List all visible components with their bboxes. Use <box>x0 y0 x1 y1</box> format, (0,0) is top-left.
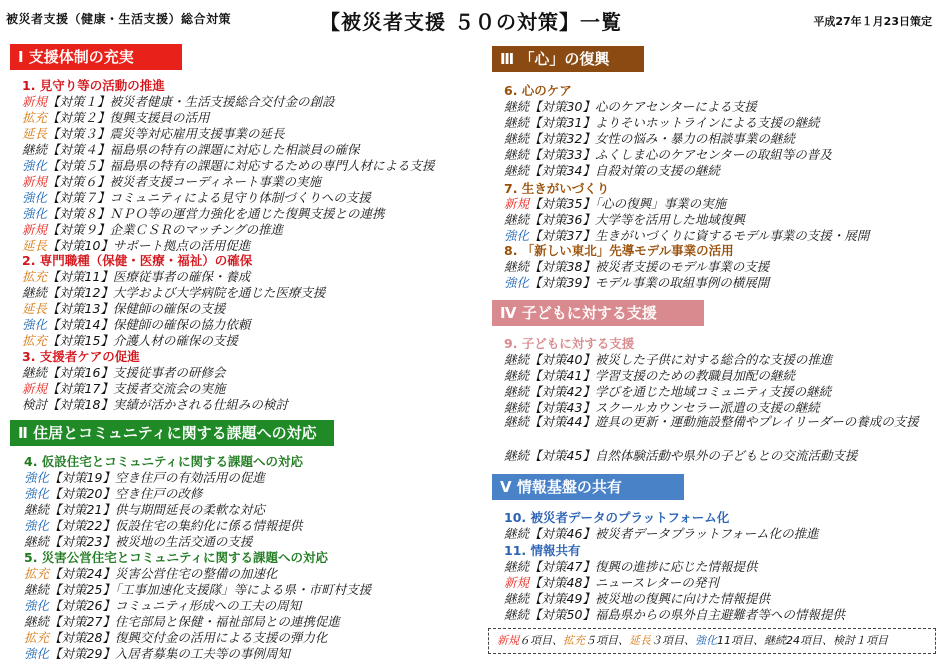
measure-text: 被災者データプラットフォーム化の推進 <box>594 526 819 541</box>
measure-text: 復興支援員の活用 <box>109 110 210 125</box>
measure-item <box>504 414 924 430</box>
measure-text: 介護人材の確保の支援 <box>112 333 238 348</box>
summary-count: ５項目、 <box>585 634 629 647</box>
measure-number: 【対策２】 <box>47 110 110 125</box>
measure-status-tag: 継続 <box>504 607 530 622</box>
summary-tag: 強化 <box>695 634 717 647</box>
subsection-heading: 5. 災害公営住宅とコミュニティに関する課題への対応 <box>24 550 329 565</box>
measure-number: 【対策45】 <box>529 448 595 463</box>
measure-text: ニュースレターの発刊 <box>594 575 719 590</box>
summary-tag: 継続 <box>764 634 786 647</box>
measure-item <box>504 524 819 542</box>
measure-status-tag: 新規 <box>504 196 530 211</box>
measure-number: 【対策４】 <box>47 142 110 157</box>
measure-number: 【対策17】 <box>47 381 113 396</box>
measure-text: 福島県の特有の課題に対応した相談員の確保 <box>109 142 360 157</box>
measure-status-tag: 継続 <box>504 115 530 130</box>
measure-text: 仮設住宅の集約化に係る情報提供 <box>114 518 303 533</box>
measure-number: 【対策37】 <box>529 228 595 243</box>
measure-text: 企業ＣＳＲのマッチングの推進 <box>109 222 284 237</box>
measure-status-tag: 継続 <box>504 591 530 606</box>
measure-status-tag: 継続 <box>504 212 530 227</box>
measure-number: 【対策28】 <box>49 630 115 645</box>
measure-text: 震災等対応雇用支援事業の延長 <box>109 126 285 141</box>
subsection-heading: 7. 生きがいづくり <box>504 181 610 196</box>
measure-text: 保健師の確保の支援 <box>112 301 226 316</box>
measure-number: 【対策47】 <box>529 559 595 574</box>
measure-status-tag: 拡充 <box>22 333 48 348</box>
subsection-heading: 2. 専門職種（保健・医療・福祉）の確保 <box>22 253 253 268</box>
measure-status-tag: 新規 <box>22 94 48 109</box>
measure-number: 【対策23】 <box>49 534 115 549</box>
measure-text: 被災地の復興に向けた情報提供 <box>594 591 770 606</box>
measure-text: 空き住戸の改修 <box>114 486 203 501</box>
measure-text: サポート拠点の活用促進 <box>112 238 251 253</box>
measure-text: 学習支援のための教職員加配の継続 <box>594 368 795 383</box>
measure-text: 大学等を活用した地域復興 <box>594 212 745 227</box>
measure-status-tag: 新規 <box>22 222 48 237</box>
section-banner: Ⅴ 情報基盤の共有 <box>492 474 684 500</box>
measure-status-tag: 拡充 <box>24 630 50 645</box>
measure-number: 【対策25】 <box>49 582 115 597</box>
measure-text: 被災者支援のモデル事業の支援 <box>594 259 770 274</box>
measure-status-tag: 継続 <box>22 365 48 380</box>
measure-number: 【対策27】 <box>49 614 115 629</box>
measure-status-tag: 強化 <box>24 470 50 485</box>
measure-item <box>22 331 238 349</box>
measure-number: 【対策30】 <box>529 99 595 114</box>
measure-number: 【対策40】 <box>529 352 595 367</box>
subsection-heading: 1. 見守り等の活動の推進 <box>22 78 165 93</box>
measure-number: 【対策６】 <box>47 174 110 189</box>
measure-number: 【対策10】 <box>47 238 113 253</box>
measure-number: 【対策５】 <box>47 158 110 173</box>
measure-text: 被災地の生活交通の支援 <box>114 534 253 549</box>
measure-status-tag: 新規 <box>22 174 48 189</box>
measure-text: ふくしま心のケアセンターの取組等の普及 <box>594 147 832 162</box>
measure-number: 【対策31】 <box>529 115 595 130</box>
measure-status-tag: 継続 <box>504 526 530 541</box>
measure-text: スクールカウンセラー派遣の支援の継続 <box>594 400 820 415</box>
measure-item <box>504 273 769 291</box>
measure-status-tag: 継続 <box>504 352 530 367</box>
measure-status-tag: 継続 <box>504 414 530 429</box>
measure-status-tag: 継続 <box>504 259 530 274</box>
measure-number: 【対策42】 <box>529 384 595 399</box>
measure-text: 住宅部局と保健・福祉部局との連携促進 <box>114 614 340 629</box>
measure-text: 遊具の更新・運動施設整備やプレイリーダーの養成の支援 <box>594 414 919 429</box>
measure-status-tag: 継続 <box>504 384 530 399</box>
measure-text: 災害公営住宅の整備の加速化 <box>114 566 278 581</box>
measure-item <box>504 446 857 464</box>
measure-text: 女性の悩み・暴力の相談事業の継続 <box>594 131 795 146</box>
measure-text: 医療従事者の確保・養成 <box>112 269 251 284</box>
measure-number: 【対策32】 <box>529 131 595 146</box>
measure-text: 空き住戸の有効活用の促進 <box>114 470 265 485</box>
measure-item <box>504 161 720 179</box>
measure-text: 「心の復興」事業の実施 <box>594 196 727 211</box>
measure-number: 【対策26】 <box>49 598 115 613</box>
measure-text: 保健師の確保の協力依頼 <box>112 317 251 332</box>
section-banner: Ⅲ 「心」の復興 <box>492 46 644 72</box>
summary-tag: 延長 <box>629 634 651 647</box>
measure-text: 自殺対策の支援の継続 <box>594 163 720 178</box>
header-left-text: 被災者支援（健康・生活支援）総合対策 <box>6 12 232 26</box>
measure-number: 【対策18】 <box>47 397 113 412</box>
measure-text: 復興の進捗に応じた情報提供 <box>594 559 758 574</box>
measure-number: 【対策38】 <box>529 259 595 274</box>
measure-number: 【対策44】 <box>529 414 595 429</box>
measure-item <box>504 226 869 244</box>
measure-number: 【対策15】 <box>47 333 113 348</box>
measure-status-tag: 新規 <box>22 381 48 396</box>
measure-status-tag: 継続 <box>22 285 48 300</box>
measure-number: 【対策34】 <box>529 163 595 178</box>
measure-number: 【対策19】 <box>49 470 115 485</box>
measure-status-tag: 強化 <box>24 518 50 533</box>
measure-status-tag: 延長 <box>22 301 48 316</box>
measure-number: 【対策９】 <box>47 222 110 237</box>
measure-item <box>22 236 250 254</box>
measure-text: 「工事加速化支援隊」等による県・市町村支援 <box>114 582 372 597</box>
measure-status-tag: 継続 <box>24 534 50 549</box>
measure-number: 【対策49】 <box>529 591 595 606</box>
measure-number: 【対策13】 <box>47 301 113 316</box>
measure-status-tag: 検討 <box>22 397 48 412</box>
measure-status-tag: 拡充 <box>22 269 48 284</box>
measure-status-tag: 拡充 <box>24 566 50 581</box>
summary-box <box>488 628 936 654</box>
measure-status-tag: 拡充 <box>22 110 48 125</box>
measure-text: 供与期間延長の柔軟な対応 <box>114 502 265 517</box>
measure-status-tag: 強化 <box>504 228 530 243</box>
subsection-heading: 3. 支援者ケアの促進 <box>22 349 140 364</box>
measure-text: モデル事業の取組事例の横展開 <box>594 275 770 290</box>
measure-number: 【対策３】 <box>47 126 110 141</box>
measure-number: 【対策７】 <box>47 190 110 205</box>
measure-status-tag: 強化 <box>22 206 48 221</box>
measure-status-tag: 強化 <box>24 486 50 501</box>
measure-status-tag: 継続 <box>504 147 530 162</box>
measure-number: 【対策20】 <box>49 486 115 501</box>
subsection-heading: 10. 被災者データのプラットフォーム化 <box>504 510 730 525</box>
measure-number: 【対策29】 <box>49 646 115 661</box>
measure-text: 支援従事者の研修会 <box>112 365 226 380</box>
measure-status-tag: 強化 <box>24 646 50 661</box>
measure-text: 自然体験活動や県外の子どもとの交流活動支援 <box>594 448 858 463</box>
measure-status-tag: 延長 <box>22 238 48 253</box>
measure-status-tag: 継続 <box>24 502 50 517</box>
measure-status-tag: 強化 <box>22 190 48 205</box>
measure-number: 【対策48】 <box>529 575 595 590</box>
measure-text: コミュニティ形成への工夫の周知 <box>114 598 302 613</box>
measure-number: 【対策36】 <box>529 212 595 227</box>
measure-text: 復興交付金の活用による支援の弾力化 <box>114 630 328 645</box>
measure-item <box>24 532 252 550</box>
measure-status-tag: 継続 <box>22 142 48 157</box>
measure-status-tag: 継続 <box>504 368 530 383</box>
summary-count: １項目 <box>855 634 888 647</box>
subsection-heading: 11. 情報共有 <box>504 543 581 558</box>
measure-status-tag: 強化 <box>22 317 48 332</box>
measure-number: 【対策39】 <box>529 275 595 290</box>
measure-number: 【対策16】 <box>47 365 113 380</box>
measure-item <box>504 605 845 623</box>
measure-status-tag: 継続 <box>504 99 530 114</box>
measure-text: よりそいホットラインによる支援の継続 <box>594 115 820 130</box>
measure-number: 【対策８】 <box>47 206 110 221</box>
measure-status-tag: 継続 <box>504 559 530 574</box>
measure-number: 【対策33】 <box>529 147 595 162</box>
page-title: 【被災者支援 ５０の対策】一覧 <box>320 10 622 34</box>
subsection-heading: 8. 「新しい東北」先導モデル事業の活用 <box>504 243 734 258</box>
measure-text: 大学および大学病院を通じた医療支援 <box>112 285 326 300</box>
subsection-heading: 6. 心のケア <box>504 83 572 98</box>
measure-text: 入居者募集の工夫等の事例周知 <box>114 646 290 661</box>
measure-status-tag: 継続 <box>504 163 530 178</box>
measure-status-tag: 継続 <box>504 400 530 415</box>
measure-text: 被災者健康・生活支援総合交付金の創設 <box>109 94 335 109</box>
measure-number: 【対策12】 <box>47 285 113 300</box>
section-banner: Ⅰ 支援体制の充実 <box>10 44 182 70</box>
section-banner: Ⅱ 住居とコミュニティに関する課題への対応 <box>10 420 334 446</box>
measure-text: 学びを通じた地域コミュニティ支援の継続 <box>594 384 832 399</box>
summary-tag: 新規 <box>497 634 519 647</box>
measure-number: 【対策43】 <box>529 400 595 415</box>
measure-status-tag: 継続 <box>24 614 50 629</box>
summary-count: ３項目、 <box>651 634 695 647</box>
summary-tag: 検討 <box>833 634 855 647</box>
measure-status-tag: 強化 <box>22 158 48 173</box>
measure-text: コミュニティによる見守り体制づくりへの支援 <box>109 190 371 205</box>
measure-text: 被災者支援コーディネート事業の実施 <box>109 174 322 189</box>
measure-number: 【対策46】 <box>529 526 595 541</box>
measure-number: 【対策50】 <box>529 607 595 622</box>
measure-status-tag: 強化 <box>24 598 50 613</box>
measure-number: 【対策11】 <box>47 269 113 284</box>
summary-count: 24項目、 <box>786 634 833 647</box>
measure-status-tag: 延長 <box>22 126 48 141</box>
measure-text: 支援者交流会の実施 <box>112 381 226 396</box>
summary-count: ６項目、 <box>519 634 563 647</box>
summary-count: 11項目、 <box>717 634 764 647</box>
section-banner: Ⅳ 子どもに対する支援 <box>492 300 704 326</box>
measure-number: 【対策24】 <box>49 566 115 581</box>
measure-text: 心のケアセンターによる支援 <box>594 99 757 114</box>
measure-item <box>24 644 290 662</box>
header-date: 平成27年１月23日策定 <box>813 15 932 28</box>
measure-status-tag: 継続 <box>24 582 50 597</box>
measure-text: 福島県からの県外自主避難者等への情報提供 <box>594 607 845 622</box>
measure-number: 【対策14】 <box>47 317 113 332</box>
measure-text: ＮＰＯ等の運営力強化を通じた復興支援との連携 <box>109 206 385 221</box>
measure-status-tag: 継続 <box>504 131 530 146</box>
measure-number: 【対策21】 <box>49 502 115 517</box>
measure-status-tag: 新規 <box>504 575 530 590</box>
measure-text: 被災した子供に対する総合的な支援の推進 <box>594 352 833 367</box>
measure-item <box>22 395 288 413</box>
measure-text: 生きがいづくりに資するモデル事業の支援・展開 <box>594 228 870 243</box>
measure-status-tag: 継続 <box>504 448 530 463</box>
measure-text: 実績が活かされる仕組みの検討 <box>112 397 288 412</box>
measure-status-tag: 強化 <box>504 275 530 290</box>
subsection-heading: 9. 子どもに対する支援 <box>504 336 635 351</box>
measure-text: 福島県の特有の課題に対応するための専門人材による支援 <box>109 158 435 173</box>
subsection-heading: 4. 仮設住宅とコミュニティに関する課題への対応 <box>24 454 304 469</box>
measure-number: 【対策22】 <box>49 518 115 533</box>
measure-number: 【対策41】 <box>529 368 595 383</box>
summary-tag: 拡充 <box>563 634 585 647</box>
measure-number: 【対策35】 <box>529 196 595 211</box>
measure-number: 【対策１】 <box>47 94 110 109</box>
